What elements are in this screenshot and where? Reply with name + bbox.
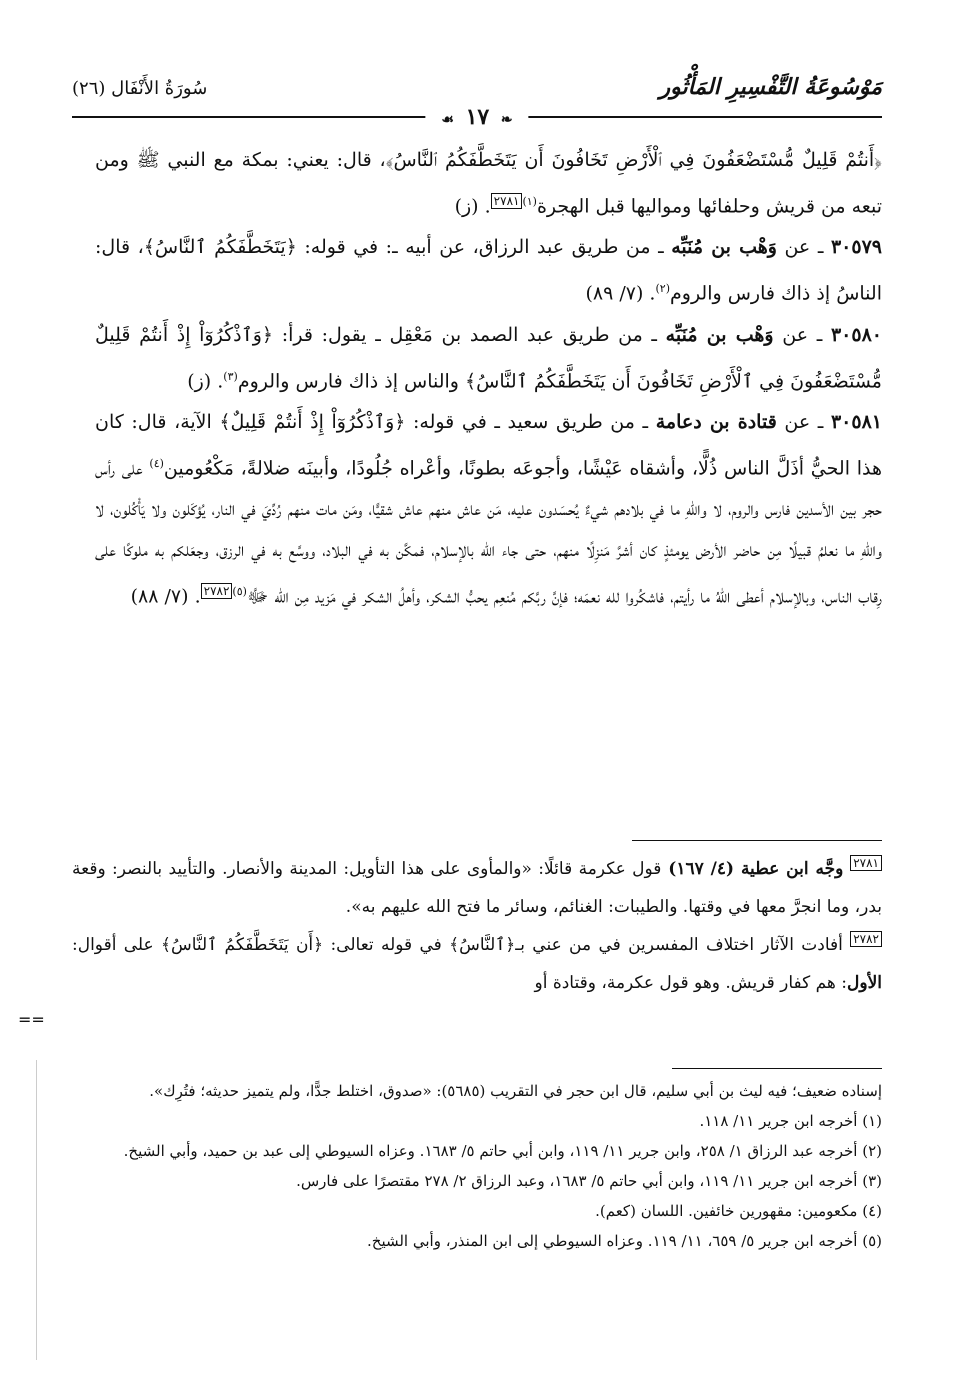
athar-number: ٣٠٥٨٠ — [830, 323, 882, 346]
page-number: ١٧ — [465, 104, 490, 130]
p2-b: ـ من طريق عبد الرزاق، عن أبيه ـ: في قوله: ﴿يَتَخَطَّفَكُمُ ٱلنَّاسُ﴾، قال: الناسُ إذ ذاك فارس والروم — [95, 236, 882, 305]
commentary-number: ٢٧٨١ — [850, 855, 882, 871]
commentary-2782 — [72, 926, 882, 1002]
ornament-left-icon: ❧ — [500, 112, 513, 128]
footnotes-section — [72, 1076, 882, 1256]
p4-end: . (٧/ ٨٨) — [130, 585, 201, 608]
commentary-section — [72, 850, 882, 1002]
athar-number: ٣٠٥٨١ — [830, 410, 882, 433]
commentary-2781 — [72, 850, 882, 926]
narrator-name: وَهْب بن مُنَبِّه — [665, 323, 774, 346]
footnote-marker-2: (٢) — [655, 282, 670, 296]
paragraph-30581 — [95, 402, 882, 618]
commentary-ref-2781: ٢٧٨١ — [491, 193, 523, 209]
commentary-text: قول عكرمة قائلًا: «والمأوى على هذا التأويل: المدينة والأنصار. والتأييد بالنصر: وقعة بدر، وما انجرَّ معها في وقتها. والطيبات: الغنائم، وسائر ما فتح الله عليهم به». — [72, 859, 882, 917]
p4-c: على رأس حجر بين الأسدين فارس والروم، لا واللهِ ما في بلادهم شيءٌ يُحسَدون عليه، مَن عاش منهم عاش شقيًّا، ومَن مات منهم رُدِّيَ في النار، يُؤكَلون ولا يَأْكُلون، لا واللهِ ما نعلمُ قبيلًا مِن حاضر الأرض يومئذٍ كان أشرَّ مَنزِلًا منهم، حتى جاء الله بالإسلام، فمكَّن به في البلاد، ووسَّع به في الرزق، وجعَلكم به ملوكًا على رِقاب الناس، وبالإسلام أعطى اللهُ ما رأيتم، فاشكُروا لله نعمَه؛ فإنَّ ربَّكم مُنعِم يحبُّ الشكر، وأهلُ الشكر في مَزيد مِن الله ﷻ — [95, 457, 882, 608]
chapter-title: سُورَةُ الأَنْفَال (٢٦) — [72, 78, 208, 99]
commentary-number: ٢٧٨٢ — [850, 931, 882, 947]
continuation-mark: == — [18, 1010, 45, 1029]
p3-a: ـ عن — [773, 323, 831, 346]
paragraph-30579 — [95, 227, 882, 314]
commentary-lead: وجَّه ابن عطية (٤/ ١٦٧) — [661, 859, 851, 879]
main-text — [95, 140, 882, 618]
commentary-bold-label: الأول — [847, 973, 882, 993]
p4-b: ـ من طريق سعيد ـ في قوله: ﴿وَٱذْكُرُوٓاْ إِذْ أَنتُمْ قَلِيلٌ﴾ الآية، قال: كان هذا الحيُّ أذَلَّ الناس ذُلًّا، وأشقاه عَيْشًا، وأجوعَه بطونًا، وأعْراه جُلُودًا، وأبينَه ضلالةً، مَكْعُومين — [95, 410, 882, 480]
footnote-continued: إسناده ضعيف؛ فيه ليث بن أبي سليم، قال ابن حجر في التقريب (٥٦٨٥): «صدوق، اختلط جدًّا، ولم يتميز حديثه؛ فتُرِك». — [149, 1082, 882, 1100]
footnote-3: (٣) أخرجه ابن جرير ١١/ ١١٩، وابن أبي حاتم ٥/ ١٦٨٣، وعبد الرزاق ٢/ ٢٧٨ مقتصرًا على فارس. — [296, 1172, 882, 1190]
ornament-right-icon: ☙ — [441, 112, 454, 128]
footnote-2: (٢) أخرجه عبد الرزاق ١/ ٢٥٨، وابن جرير ١١/ ١١٩، وابن أبي حاتم ٥/ ١٦٨٣. وعزاه السيوطي إلى عبد بن حميد، وأبي الشيخ. — [123, 1142, 882, 1160]
page-margin-line — [36, 1060, 37, 1360]
narrator-name: وَهْب بن مُنَبِّه — [671, 236, 777, 259]
footnote-marker-4: (٤) — [149, 456, 164, 470]
footnote-marker-1: (١) — [522, 195, 537, 208]
footnote-1: (١) أخرجه ابن جرير ١١/ ١١٨. — [699, 1112, 882, 1130]
p4-a: ـ عن — [776, 410, 831, 433]
series-title: مَوْسُوعَةُ التَّفْسِيرِ المَأْثُور — [659, 74, 882, 100]
p2-end: . (٧/ ٨٩) — [585, 282, 656, 305]
p3-end: . (ز) — [187, 369, 224, 392]
p2-a: ـ عن — [776, 236, 831, 259]
commentary-separator — [632, 840, 882, 841]
athar-number: ٣٠٥٧٩ — [830, 236, 882, 259]
footnote-separator — [672, 1068, 882, 1069]
footnote-marker-3: (٣) — [223, 369, 238, 383]
p1-text: ﴿أَنتُمْ قَلِيلٌ مُّسْتَضْعَفُونَ فِي ٱلْأَرْضِ تَخَافُونَ أَن يَتَخَطَّفَكُمُ ٱلنَّاسُ﴾، قال: يعني: بمكة مع النبي ﷺ ومن تبعه من قريش وحلفائها ومواليها قبل الهجرة — [95, 149, 882, 218]
footnote-4: (٤) مكعومين: مقهورين خائفين. اللسان (كعم). — [595, 1202, 882, 1220]
page-header — [72, 72, 882, 128]
commentary-text-end: : هم كفار قريش. وهو قول عكرمة، وقتادة أو — [534, 973, 848, 993]
commentary-ref-2782: ٢٧٨٢ — [201, 583, 233, 599]
p1-end: . (ز) — [454, 195, 491, 218]
paragraph-30580 — [95, 315, 882, 402]
paragraph-1 — [95, 140, 882, 227]
p3-b: ـ من طريق عبد الصمد بن مَعْقِل ـ يقول: قرأ: ﴿وَٱذْكُرُوٓاْ إِذْ أَنتُمْ قَلِيلٌ مُّسْتَضْعَفُونَ فِي ٱلْأَرْضِ تَخَافُونَ أَن يَتَخَطَّفَكُمُ ٱلنَّاسُ﴾ والناس إذ ذاك فارس والروم — [95, 323, 882, 392]
footnote-marker-5: (٥) — [232, 585, 247, 599]
commentary-text: أفادت الآثار اختلاف المفسرين في من عني بـ﴿ٱلنَّاسُ﴾ في قوله تعالى: ﴿أَن يَتَخَطَّفَكُمُ ٱلنَّاسُ﴾ على أقوال: — [72, 935, 851, 955]
page-number-wrap — [425, 104, 528, 130]
footnote-5: (٥) أخرجه ابن جرير ٥/ ٦٥٩، ١١/ ١١٩. وعزاه السيوطي إلى ابن المنذر، وأبي الشيخ. — [367, 1232, 882, 1250]
narrator-name: قتادة بن دعامة — [655, 410, 777, 433]
